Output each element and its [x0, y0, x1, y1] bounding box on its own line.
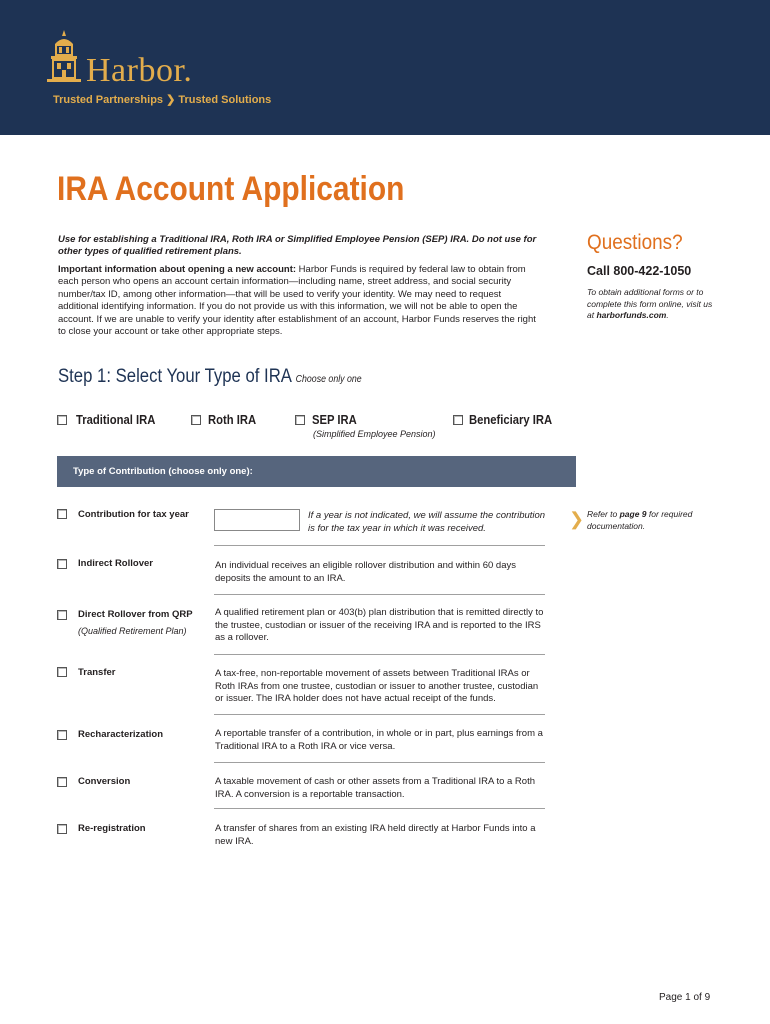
row-divider	[214, 808, 545, 809]
re-registration-checkbox[interactable]	[57, 824, 67, 834]
notice-lead: Important information about opening a new account:	[58, 264, 297, 275]
page-title: IRA Account Application	[57, 170, 405, 208]
recharacterization-checkbox[interactable]	[57, 730, 67, 740]
direct-rollover-desc: A qualified retirement plan or 403(b) plan distribution that is remitted directly to the trustee, custodian or issuer of the receiving IRA and is reported to the IRS as a rollover.	[215, 607, 544, 643]
row-divider	[214, 762, 545, 763]
refer-page-link: page 9	[619, 509, 647, 519]
sep-ira-checkbox[interactable]	[295, 415, 305, 425]
brand-tagline: Trusted Partnerships ❯ Trusted Solutions	[53, 94, 272, 106]
row-divider	[214, 594, 545, 595]
conversion-checkbox[interactable]	[57, 777, 67, 787]
questions-note	[587, 287, 717, 322]
step1-subtitle: Choose only one	[295, 374, 362, 385]
contribution-tax-year-checkbox[interactable]	[57, 509, 67, 519]
intro-text: Use for establishing a Traditional IRA, Roth IRA or Simplified Employee Pension (SEP) IRA. Do not use for other types of qualified retirement plans.	[58, 234, 537, 257]
row-divider	[214, 545, 545, 546]
roth-ira-checkbox[interactable]	[191, 415, 201, 425]
brand-name: Harbor.	[86, 52, 193, 89]
row-divider	[214, 714, 545, 715]
notice-body: Harbor Funds is required by federal law to obtain from each person who opens an account certain information—including name, street address, and social security number/tax ID, among other information—that will be used to verify your identity. We may need to request additional identifying information. If you do not provide us with this information, we will not be able to open the account. If we are unable to verify your identity after establishment of an account, Harbor Funds reserves the right to close your account or take other appropriate steps.	[58, 264, 536, 338]
chevron-right-icon: ❯	[569, 509, 585, 529]
contribution-tax-year-desc: If a year is not indicated, we will assume the contribution is for the tax year in which it was received.	[308, 510, 546, 534]
page-number: Page 1 of 9	[659, 992, 711, 1003]
header-banner	[0, 0, 770, 135]
re-registration-label: Re-registration	[78, 823, 146, 834]
indirect-rollover-desc: An individual receives an eligible rollover distribution and within 60 days deposits the amount to an IRA.	[215, 560, 517, 584]
questions-note-text: To obtain additional forms or to complete this form online, visit us at	[587, 287, 713, 320]
sep-ira-label: SEP IRA	[312, 413, 357, 427]
questions-title: Questions?	[587, 231, 683, 254]
transfer-label: Transfer	[78, 667, 116, 678]
traditional-ira-checkbox[interactable]	[57, 415, 67, 425]
beneficiary-ira-label: Beneficiary IRA	[469, 413, 553, 427]
transfer-desc: A tax-free, non-reportable movement of assets between Traditional IRAs or Roth IRAs from one trustee, custodian or issuer to another trustee, custodian or issuer. The IRA holder does not have actual receipt of the funds.	[215, 668, 539, 704]
re-registration-desc: A transfer of shares from an existing IRA held directly at Harbor Funds into a new IRA.	[215, 823, 536, 847]
sep-ira-subtitle: (Simplified Employee Pension)	[313, 429, 436, 439]
direct-rollover-label: Direct Rollover from QRP	[78, 609, 193, 620]
step1-heading: Step 1: Select Your Type of IRA	[58, 366, 292, 387]
account-notice	[58, 264, 538, 338]
step1-title	[58, 366, 362, 388]
roth-ira-label: Roth IRA	[208, 413, 257, 427]
beneficiary-ira-checkbox[interactable]	[453, 415, 463, 425]
refer-note	[587, 509, 717, 532]
conversion-label: Conversion	[78, 776, 131, 787]
lighthouse-icon	[45, 28, 83, 86]
traditional-ira-label: Traditional IRA	[76, 413, 156, 427]
contribution-type-header	[57, 456, 576, 487]
questions-note-end: .	[666, 310, 669, 320]
refer-note-end: for required documentation.	[587, 509, 693, 531]
transfer-checkbox[interactable]	[57, 667, 67, 677]
indirect-rollover-label: Indirect Rollover	[78, 558, 153, 569]
questions-phone: Call 800-422-1050	[587, 264, 692, 278]
indirect-rollover-checkbox[interactable]	[57, 559, 67, 569]
direct-rollover-subtitle: (Qualified Retirement Plan)	[78, 626, 187, 636]
contribution-type-heading: Type of Contribution (choose only one):	[73, 466, 253, 477]
row-divider	[214, 654, 545, 655]
direct-rollover-checkbox[interactable]	[57, 610, 67, 620]
recharacterization-label: Recharacterization	[78, 729, 164, 740]
recharacterization-desc: A reportable transfer of a contribution, in whole or in part, plus earnings from a Traditional IRA to a Roth IRA or vice versa.	[215, 728, 543, 752]
tax-year-input[interactable]	[214, 509, 300, 531]
website-link[interactable]: harborfunds.com	[596, 310, 667, 320]
contribution-tax-year-label: Contribution for tax year	[78, 509, 189, 520]
conversion-desc: A taxable movement of cash or other assets from a Traditional IRA to a Roth IRA. A conversion is a reportable transaction.	[215, 776, 535, 800]
refer-note-text: Refer to	[587, 509, 620, 519]
